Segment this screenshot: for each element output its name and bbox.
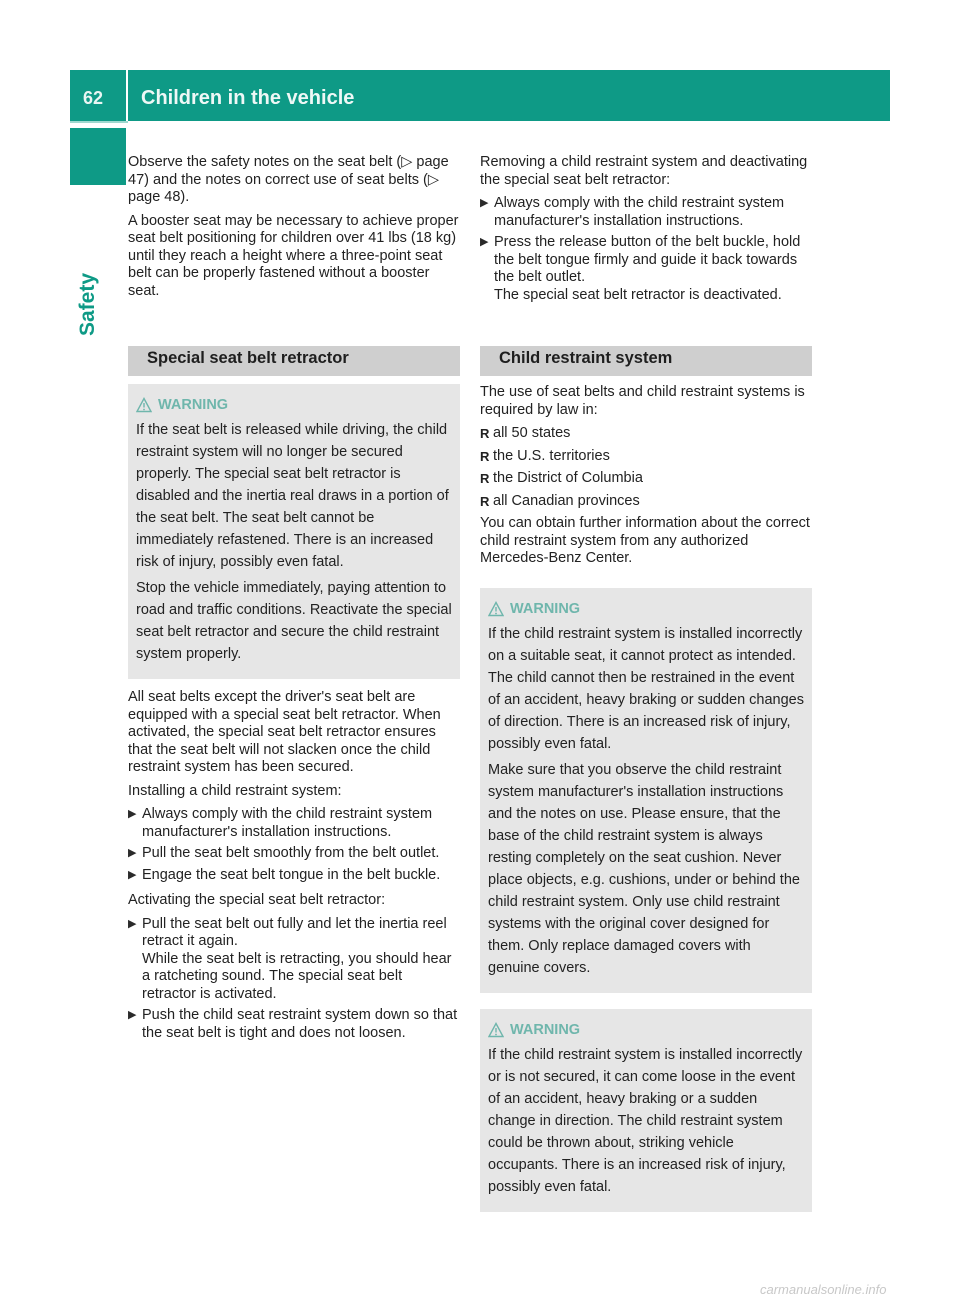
warning-box-install bbox=[480, 588, 812, 993]
warning-text-2: Stop the vehicle immediately, paying attention to road and traffic conditions. Reactivate the special seat belt retractor and secure the child restraint system properly. bbox=[136, 580, 452, 662]
step-text-main: Pull the seat belt out fully and let the inertia reel retract it again. bbox=[142, 915, 447, 949]
step-text-main: Press the release button of the belt buckle, hold the belt tongue firmly and guide it back towards the belt outlet. bbox=[494, 234, 801, 285]
bullet-icon: R bbox=[480, 493, 490, 509]
step-arrow-icon: ▶ bbox=[128, 808, 137, 820]
step-text: Always comply with the child restraint system manufacturer's installation instructions. bbox=[142, 806, 433, 840]
step-arrow-icon: ▶ bbox=[128, 868, 137, 881]
warning-heading bbox=[488, 598, 804, 620]
right-column bbox=[480, 154, 812, 1212]
remove-step bbox=[480, 234, 812, 304]
warning-triangle-icon bbox=[136, 397, 152, 413]
install-heading: Installing a child restraint system: bbox=[128, 782, 342, 799]
step-text: Push the child seat restraint system down so that the seat belt is tight and does not loosen. bbox=[142, 1007, 458, 1041]
activate-step bbox=[128, 916, 460, 1004]
law-intro: The use of seat belts and child restraint systems is required by law in: bbox=[480, 384, 805, 418]
watermark: carmanualsonline.info bbox=[760, 1282, 887, 1297]
warning-heading bbox=[136, 394, 452, 416]
warning-triangle-icon bbox=[488, 1022, 504, 1038]
warning-text-1: If the seat belt is released while driving, the child restraint system will no longer be secured properly. The special seat belt retractor is disabled and the inertia real draws in a portion of the seat belt. The seat belt cannot be immediately refastened. There is an increased risk of injury, possibly even fatal. bbox=[136, 422, 449, 570]
list-item-text: the U.S. territories bbox=[493, 447, 610, 464]
info-paragraph: You can obtain further information about the correct child restraint system from any authorized Mercedes-Benz Center. bbox=[480, 515, 810, 566]
step-text: Always comply with the child restraint system manufacturer's installation instructions. bbox=[494, 195, 785, 229]
list-item-text: all 50 states bbox=[493, 425, 571, 441]
list-item-text: the District of Columbia bbox=[493, 470, 643, 486]
side-tab bbox=[70, 128, 126, 185]
warning-label: WARNING bbox=[510, 600, 581, 617]
list-item bbox=[480, 470, 812, 488]
warning-box-secure bbox=[480, 1009, 812, 1212]
step-text: Engage the seat belt tongue in the belt buckle. bbox=[142, 866, 441, 883]
left-column bbox=[128, 154, 460, 1046]
list-item bbox=[480, 448, 812, 466]
law-list bbox=[480, 425, 812, 510]
warning-label: WARNING bbox=[510, 1021, 581, 1038]
step-text-result: The special seat belt retractor is deactivated. bbox=[494, 286, 782, 303]
activate-step bbox=[128, 1007, 460, 1042]
warning-heading bbox=[488, 1019, 804, 1041]
step-text bbox=[142, 916, 460, 1004]
warning-text-2: Make sure that you observe the child restraint system manufacturer's installation instructions and the notes on use. Please ensure, that the base of the child restraint system is always resting completely on the seat cushion. Never place objects, e.g. cushions, under or behind the child restraint system. Only use child restraint systems with the original cover designed for them. Only replace damaged covers with genuine covers. bbox=[488, 761, 800, 976]
step-text bbox=[494, 234, 812, 304]
header-divider bbox=[126, 70, 128, 121]
list-item bbox=[480, 493, 812, 511]
step-arrow-icon: ▶ bbox=[480, 197, 489, 209]
body-paragraph: All seat belts except the driver's seat belt are equipped with a special seat belt retractor. When activated, the special seat belt retractor ensures that the seat belt will not slacken once the child restraint system has been secured. bbox=[128, 689, 441, 775]
section-title-retractor: Special seat belt retractor bbox=[128, 346, 460, 376]
bullet-icon: R bbox=[480, 448, 490, 464]
step-arrow-icon: ▶ bbox=[128, 917, 137, 930]
install-step bbox=[128, 845, 460, 863]
step-arrow-icon: ▶ bbox=[480, 236, 489, 248]
step-arrow-icon: ▶ bbox=[128, 847, 137, 859]
remove-heading: Removing a child restraint system and deactivating the special seat belt retractor: bbox=[480, 154, 808, 188]
list-item bbox=[480, 425, 812, 443]
step-arrow-icon: ▶ bbox=[128, 1009, 137, 1021]
warning-triangle-icon bbox=[488, 601, 504, 617]
step-text-result: While the seat belt is retracting, you should hear a ratcheting sound. The special seat belt retractor is activated. bbox=[142, 950, 452, 1002]
header-rule bbox=[70, 121, 128, 123]
install-step bbox=[128, 867, 460, 885]
page-number: 62 bbox=[83, 88, 104, 108]
list-item-text: all Canadian provinces bbox=[493, 492, 640, 509]
install-step bbox=[128, 806, 460, 841]
bullet-icon: R bbox=[480, 426, 490, 441]
section-title-child-restraint: Child restraint system bbox=[480, 346, 812, 376]
warning-box-retractor bbox=[128, 384, 460, 679]
warning-label: WARNING bbox=[158, 397, 229, 413]
bullet-icon: R bbox=[480, 471, 490, 486]
intro-paragraph-1: Observe the safety notes on the seat belt (▷ page 47) and the notes on correct use of seat belts (▷ page 48). bbox=[128, 154, 449, 205]
intro-paragraph-2: A booster seat may be necessary to achieve proper seat belt positioning for children over 41 lbs (18 kg) until they reach a height where a three-point seat belt can be properly fastened without a booster seat. bbox=[128, 212, 459, 299]
remove-step bbox=[480, 195, 812, 230]
warning-text-1: If the child restraint system is installed incorrectly on a suitable seat, it cannot protect as intended. The child cannot then be restrained in the event of an accident, heavy braking or sudden changes of direction. There is an increased risk of injury, possibly even fatal. bbox=[488, 625, 804, 752]
page-title: Children in the vehicle bbox=[141, 87, 355, 109]
warning-text-1: If the child restraint system is installed incorrectly or is not secured, it can come loose in the event of an accident, heavy braking or a sudden change in direction. The child restraint system could be thrown about, striking vehicle occupants. There is an increased risk of injury, possibly even fatal. bbox=[488, 1046, 803, 1195]
activate-heading: Activating the special seat belt retractor: bbox=[128, 892, 386, 908]
step-text: Pull the seat belt smoothly from the belt outlet. bbox=[142, 845, 440, 861]
side-label: Safety bbox=[76, 272, 99, 336]
